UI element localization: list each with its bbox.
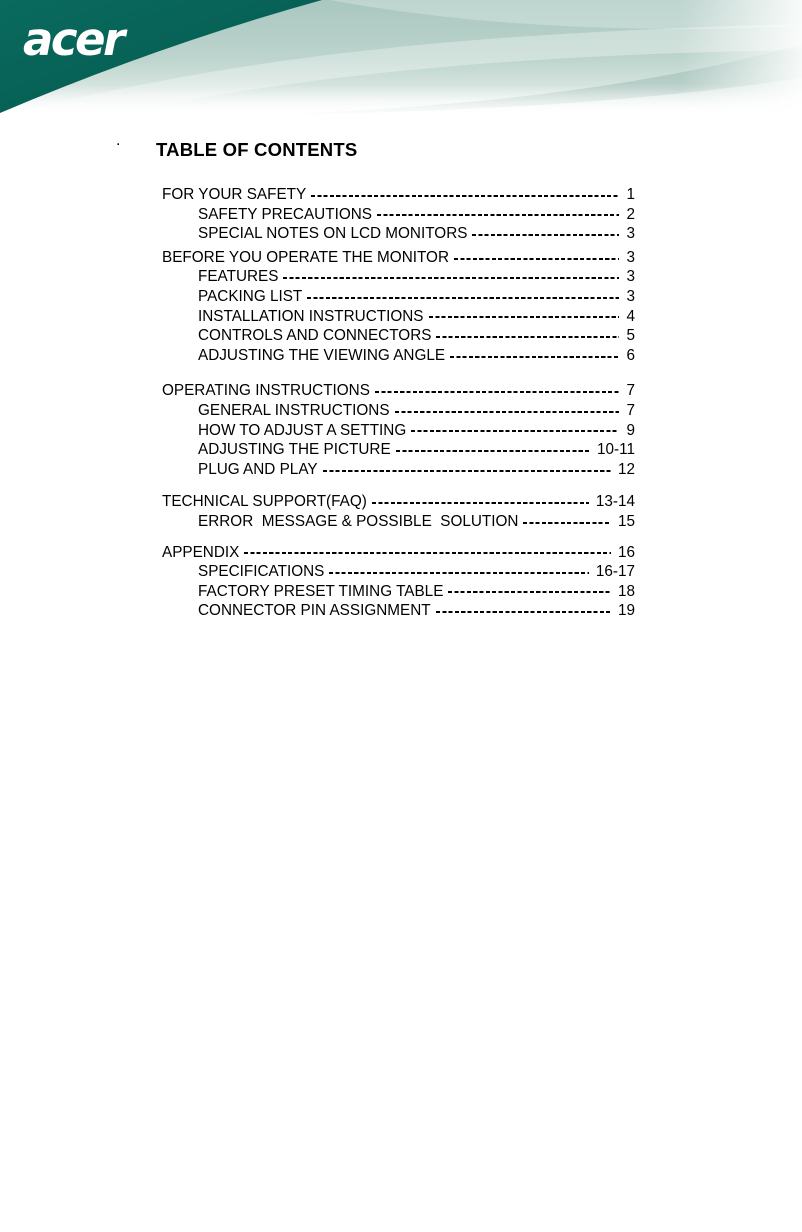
toc-entry-label: SPECIAL NOTES ON LCD MONITORS: [198, 225, 468, 243]
toc-page-number: 3: [626, 248, 635, 266]
toc-entry-label: SPECIFICATIONS: [198, 563, 325, 581]
toc-entry-label: PACKING LIST: [198, 287, 303, 305]
toc-entry-label: SAFETY PRECAUTIONS: [198, 205, 372, 223]
toc-entry-label: TECHNICAL SUPPORT(FAQ): [162, 493, 367, 511]
toc-page-number: 7: [626, 382, 635, 400]
toc-page-number: 9: [626, 421, 635, 439]
toc-page-number: 4: [626, 307, 635, 325]
toc-entry-label: FACTORY PRESET TIMING TABLE: [198, 582, 444, 600]
toc-leader-dashes: [523, 522, 611, 524]
toc-entry-label: FOR YOUR SAFETY: [162, 186, 307, 203]
toc-entry: [162, 307, 635, 327]
toc-entry: [162, 185, 635, 205]
toc-entry-label: GENERAL INSTRUCTIONS: [198, 401, 390, 419]
toc-group-for-your-safety: [162, 185, 635, 244]
toc-page-number: 18: [617, 582, 635, 600]
toc-leader-dashes: [375, 391, 620, 393]
toc-entry: [162, 460, 635, 480]
toc-page-number: 6: [626, 346, 635, 364]
toc-entry: [162, 224, 635, 244]
toc-entry: [162, 440, 635, 460]
toc-page-number: 3: [626, 287, 635, 305]
toc-entry-label: INSTALLATION INSTRUCTIONS: [198, 307, 424, 325]
toc-entry-label: APPENDIX: [162, 543, 240, 561]
table-of-contents: [162, 185, 635, 621]
toc-page-number: 15: [617, 512, 635, 530]
toc-entry: [162, 492, 635, 512]
toc-entry: [162, 601, 635, 621]
toc-leader-dashes: [396, 450, 590, 452]
toc-entry: [162, 267, 635, 287]
toc-leader-dashes: [311, 195, 619, 197]
toc-entry: [162, 326, 635, 346]
toc-page-number: 12: [617, 460, 635, 478]
toc-leader-dashes: [436, 336, 619, 338]
toc-entry: [162, 543, 635, 563]
toc-page-number: 16: [617, 543, 635, 561]
toc-leader-dashes: [283, 277, 619, 279]
toc-entry-label: ADJUSTING THE VIEWING ANGLE: [198, 346, 446, 364]
toc-leader-dashes: [411, 430, 619, 432]
stray-dot-mark: .: [116, 132, 121, 149]
toc-leader-dashes: [436, 611, 611, 613]
toc-leader-dashes: [323, 470, 611, 472]
toc-entry-label: BEFORE YOU OPERATE THE MONITOR: [162, 248, 450, 266]
toc-leader-dashes: [472, 234, 619, 236]
toc-entry: [162, 421, 635, 441]
toc-group-operating-instructions: [162, 381, 635, 479]
toc-leader-dashes: [448, 591, 611, 593]
toc-page-number: 2: [626, 205, 635, 223]
toc-entry-label: CONNECTOR PIN ASSIGNMENT: [198, 602, 431, 620]
toc-entry-label: CONTROLS AND CONNECTORS: [198, 327, 432, 345]
toc-leader-dashes: [454, 258, 619, 260]
toc-page-number: 19: [617, 602, 635, 620]
toc-entry-label: ADJUSTING THE PICTURE: [198, 441, 391, 459]
toc-entry: [162, 287, 635, 307]
toc-group-technical-support: [162, 492, 635, 531]
toc-page-number: 3: [626, 225, 635, 243]
toc-entry: [162, 582, 635, 602]
page-title: TABLE OF CONTENTS: [156, 139, 358, 160]
toc-page-number: 7: [626, 401, 635, 419]
toc-entry: [162, 512, 635, 532]
toc-group-before-you-operate: [162, 248, 635, 366]
toc-leader-dashes: [377, 214, 620, 216]
toc-page-number: 1: [626, 186, 635, 203]
toc-leader-dashes: [307, 297, 619, 299]
toc-leader-dashes: [395, 411, 620, 413]
toc-entry-label: HOW TO ADJUST A SETTING: [198, 421, 407, 439]
toc-entry: [162, 401, 635, 421]
toc-entry-label: FEATURES: [198, 268, 279, 286]
toc-leader-dashes: [329, 572, 589, 574]
toc-page-number: 10-11: [597, 441, 635, 459]
toc-entry: [162, 205, 635, 225]
toc-entry: [162, 381, 635, 401]
toc-entry: [162, 562, 635, 582]
toc-group-appendix: [162, 543, 635, 621]
toc-page-number: 13-14: [595, 493, 635, 511]
toc-page-number: 16-17: [595, 563, 635, 581]
header-banner: [0, 0, 802, 116]
toc-leader-dashes: [429, 316, 620, 318]
toc-entry: [162, 346, 635, 366]
toc-leader-dashes: [372, 502, 589, 504]
toc-page-number: 3: [626, 268, 635, 286]
toc-entry: [162, 248, 635, 268]
toc-leader-dashes: [244, 552, 611, 554]
toc-entry-label: ERROR MESSAGE & POSSIBLE SOLUTION: [198, 512, 519, 530]
toc-entry-label: PLUG AND PLAY: [198, 460, 318, 478]
toc-leader-dashes: [450, 356, 619, 358]
toc-entry-label: OPERATING INSTRUCTIONS: [162, 382, 370, 400]
acer-logo: acer: [23, 13, 123, 66]
toc-page-number: 5: [626, 327, 635, 345]
